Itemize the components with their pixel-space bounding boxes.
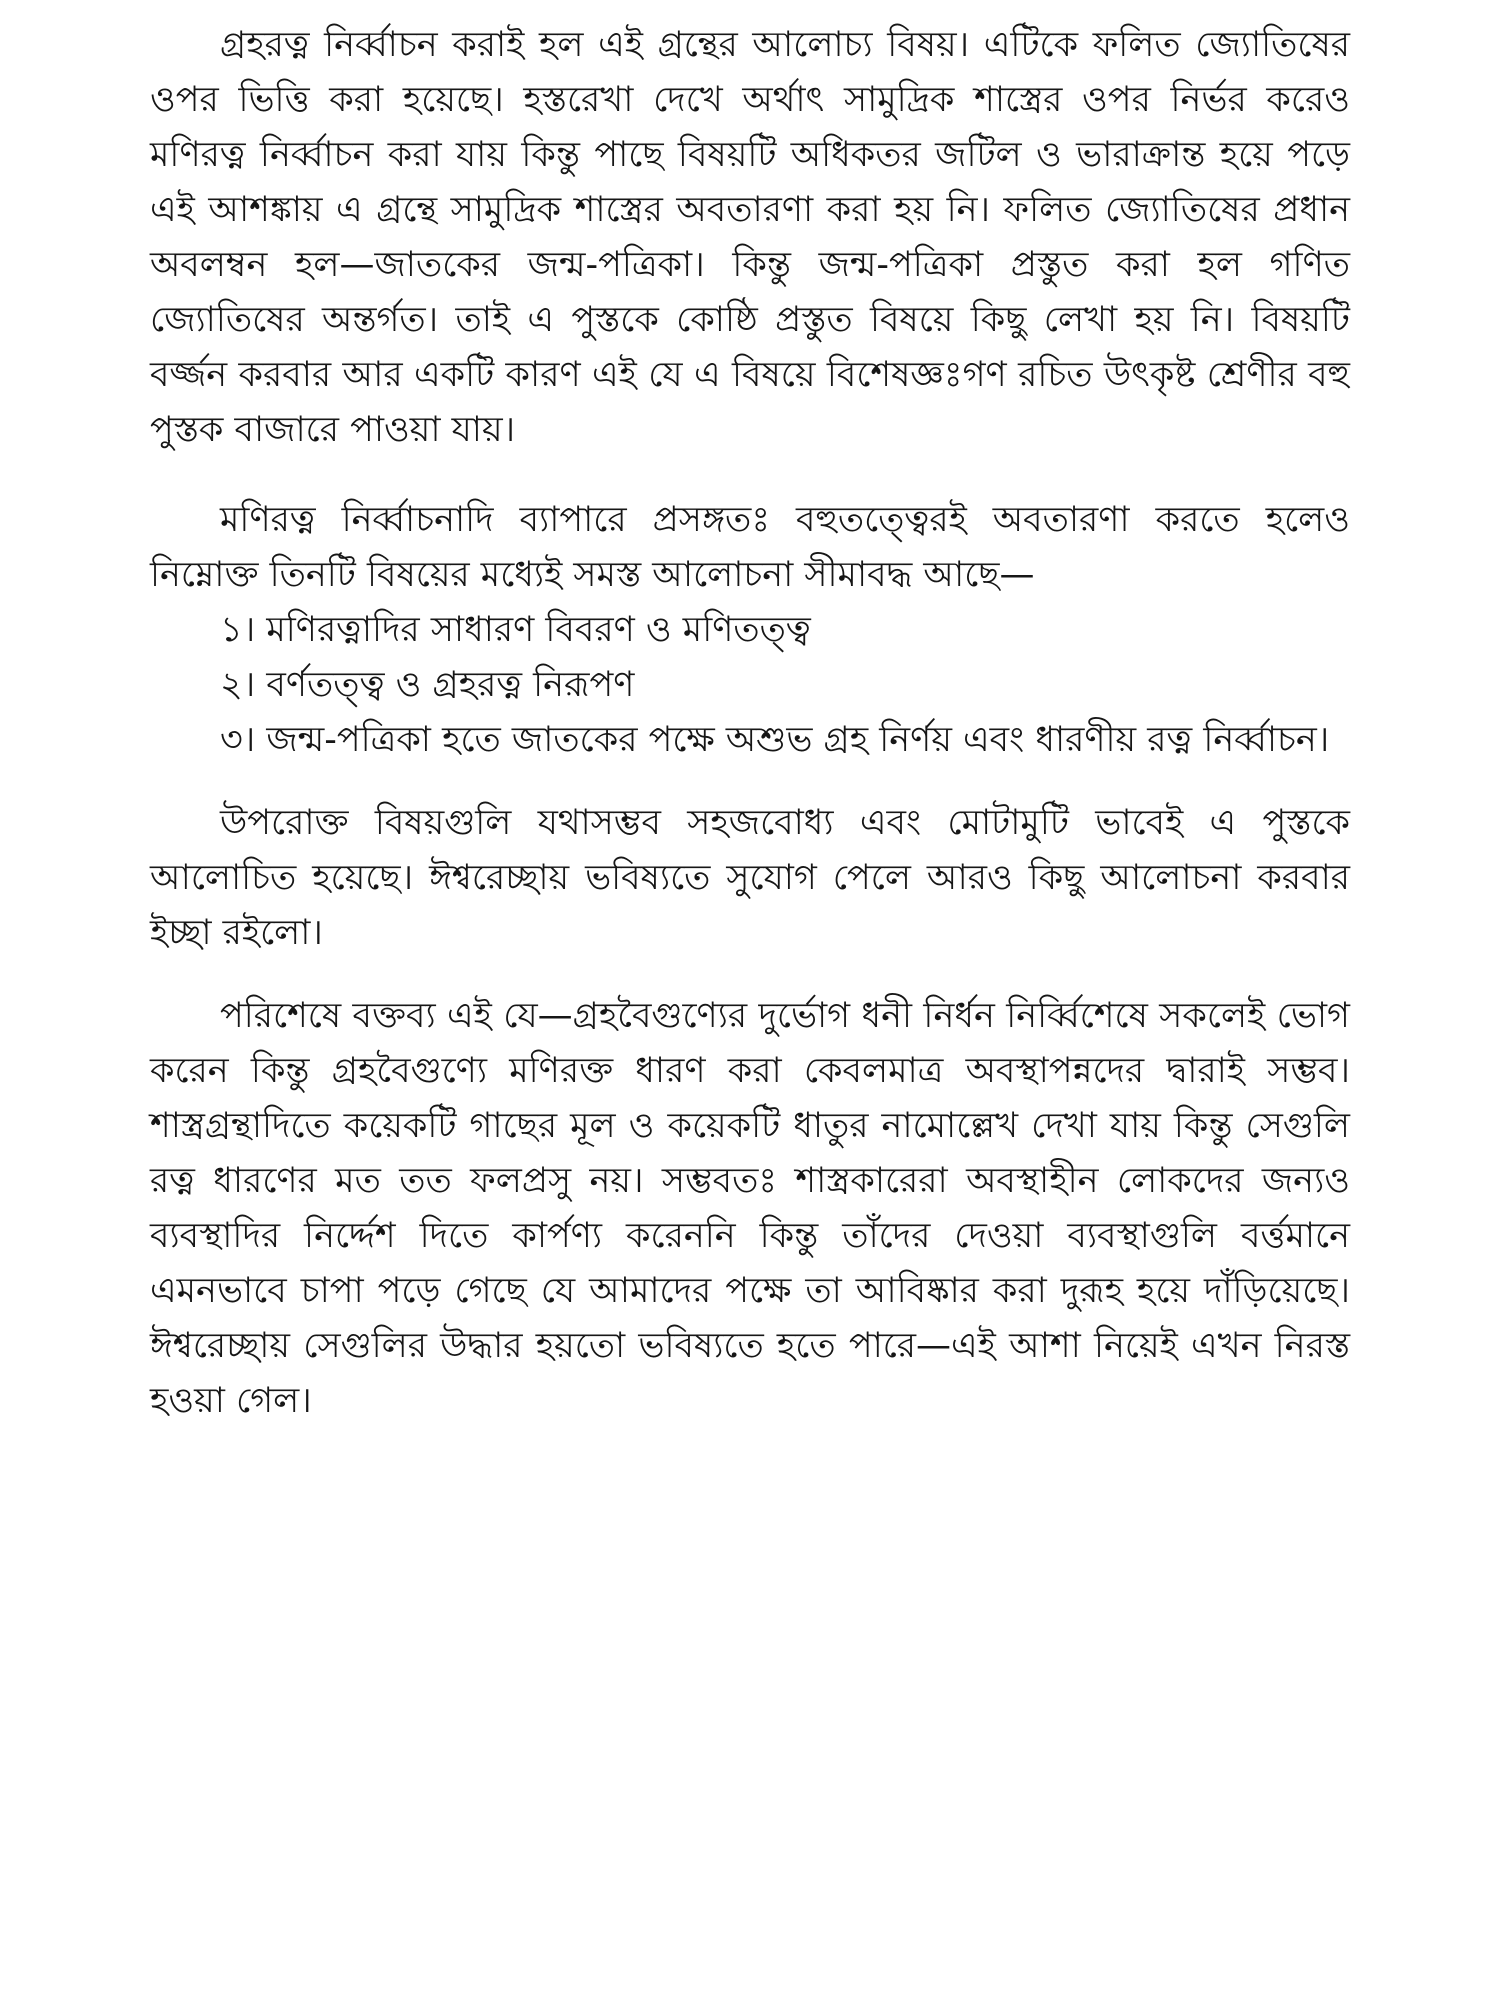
paragraph-summary: উপরোক্ত বিষয়গুলি যথাসম্ভব সহজবোধ্য এবং মোটামুটি ভাবেই এ পুস্তকে আলোচিত হয়েছে। ঈশ্বরেচ্ছায় ভবিষ্যতে সুযোগ পেলে আরও কিছু আলোচনা করবার ইচ্ছা রইলো। xyxy=(150,803,1350,953)
paragraph-scope: মণিরত্ন নির্ব্বাচনাদি ব্যাপারে প্রসঙ্গতঃ বহুতত্ত্বেরই অবতারণা করতে হলেও নিম্নোক্ত তিনটি বিষয়ের মধ্যেই সমস্ত আলোচনা সীমাবদ্ধ আছে— xyxy=(150,500,1350,595)
list-item-1: ১। মণিরত্নাদির সাধারণ বিবরণ ও মণিতত্ত্ব xyxy=(220,610,811,650)
list-item-3: ৩। জন্ম-পত্রিকা হতে জাতকের পক্ষে অশুভ গ্রহ নির্ণয় এবং ধারণীয় রত্ন নির্ব্বাচন। xyxy=(220,720,1330,760)
paragraph-conclusion: পরিশেষে বক্তব্য এই যে—গ্রহবৈগুণ্যের দুর্ভোগ ধনী নির্ধন নির্ব্বিশেষে সকলেই ভোগ করেন কিন্তু গ্রহবৈগুণ্যে মণিরক্ত ধারণ করা কেবলমাত্র অবস্থাপন্নদের দ্বারাই সম্ভব। শাস্ত্রগ্রন্থাদিতে কয়েকটি গাছের মূল ও কয়েকটি ধাতুর নামোল্লেখ দেখা যায় কিন্তু সেগুলি রত্ন ধারণের মত তত ফলপ্রসু নয়। সম্ভবতঃ শাস্ত্রকারেরা অবস্থাহীন লোকদের জন্যও ব্যবস্থাদির নির্দ্দেশ দিতে কার্পণ্য করেননি কিন্তু তাঁদের দেওয়া ব্যবস্থাগুলি বর্ত্তমানে এমনভাবে চাপা পড়ে গেছে যে আমাদের পক্ষে তা আবিষ্কার করা দুরূহ হয়ে দাঁড়িয়েছে। ঈশ্বরেচ্ছায় সেগুলির উদ্ধার হয়তো ভবিষ্যতে হতে পারে—এই আশা নিয়েই এখন নিরস্ত হওয়া গেল। xyxy=(150,996,1350,1421)
paragraph-intro: গ্রহরত্ন নির্ব্বাচন করাই হল এই গ্রন্থের আলোচ্য বিষয়। এটিকে ফলিত জ্যোতিষের ওপর ভিত্তি করা হয়েছে। হস্তরেখা দেখে অর্থাৎ সামুদ্রিক শাস্ত্রের ওপর নির্ভর করেও মণিরত্ন নির্ব্বাচন করা যায় কিন্তু পাছে বিষয়টি অধিকতর জটিল ও ভারাক্রান্ত হয়ে পড়ে এই আশঙ্কায় এ গ্রন্থে সামুদ্রিক শাস্ত্রের অবতারণা করা হয় নি। ফলিত জ্যোতিষের প্রধান অবলম্বন হল—জাতকের জন্ম-পত্রিকা। কিন্তু জন্ম-পত্রিকা প্রস্তুত করা হল গণিত জ্যোতিষের অন্তর্গত। তাই এ পুস্তকে কোষ্ঠি প্রস্তুত বিষয়ে কিছু লেখা হয় নি। বিষয়টি বর্জ্জন করবার আর একটি কারণ এই যে এ বিষয়ে বিশেষজ্ঞঃগণ রচিত উৎকৃষ্ট শ্রেণীর বহু পুস্তক বাজারে পাওয়া যায়। xyxy=(150,25,1350,450)
document-page xyxy=(150,18,1350,1988)
list-item-2: ২। বর্ণতত্ত্ব ও গ্রহরত্ন নিরূপণ xyxy=(220,665,635,705)
